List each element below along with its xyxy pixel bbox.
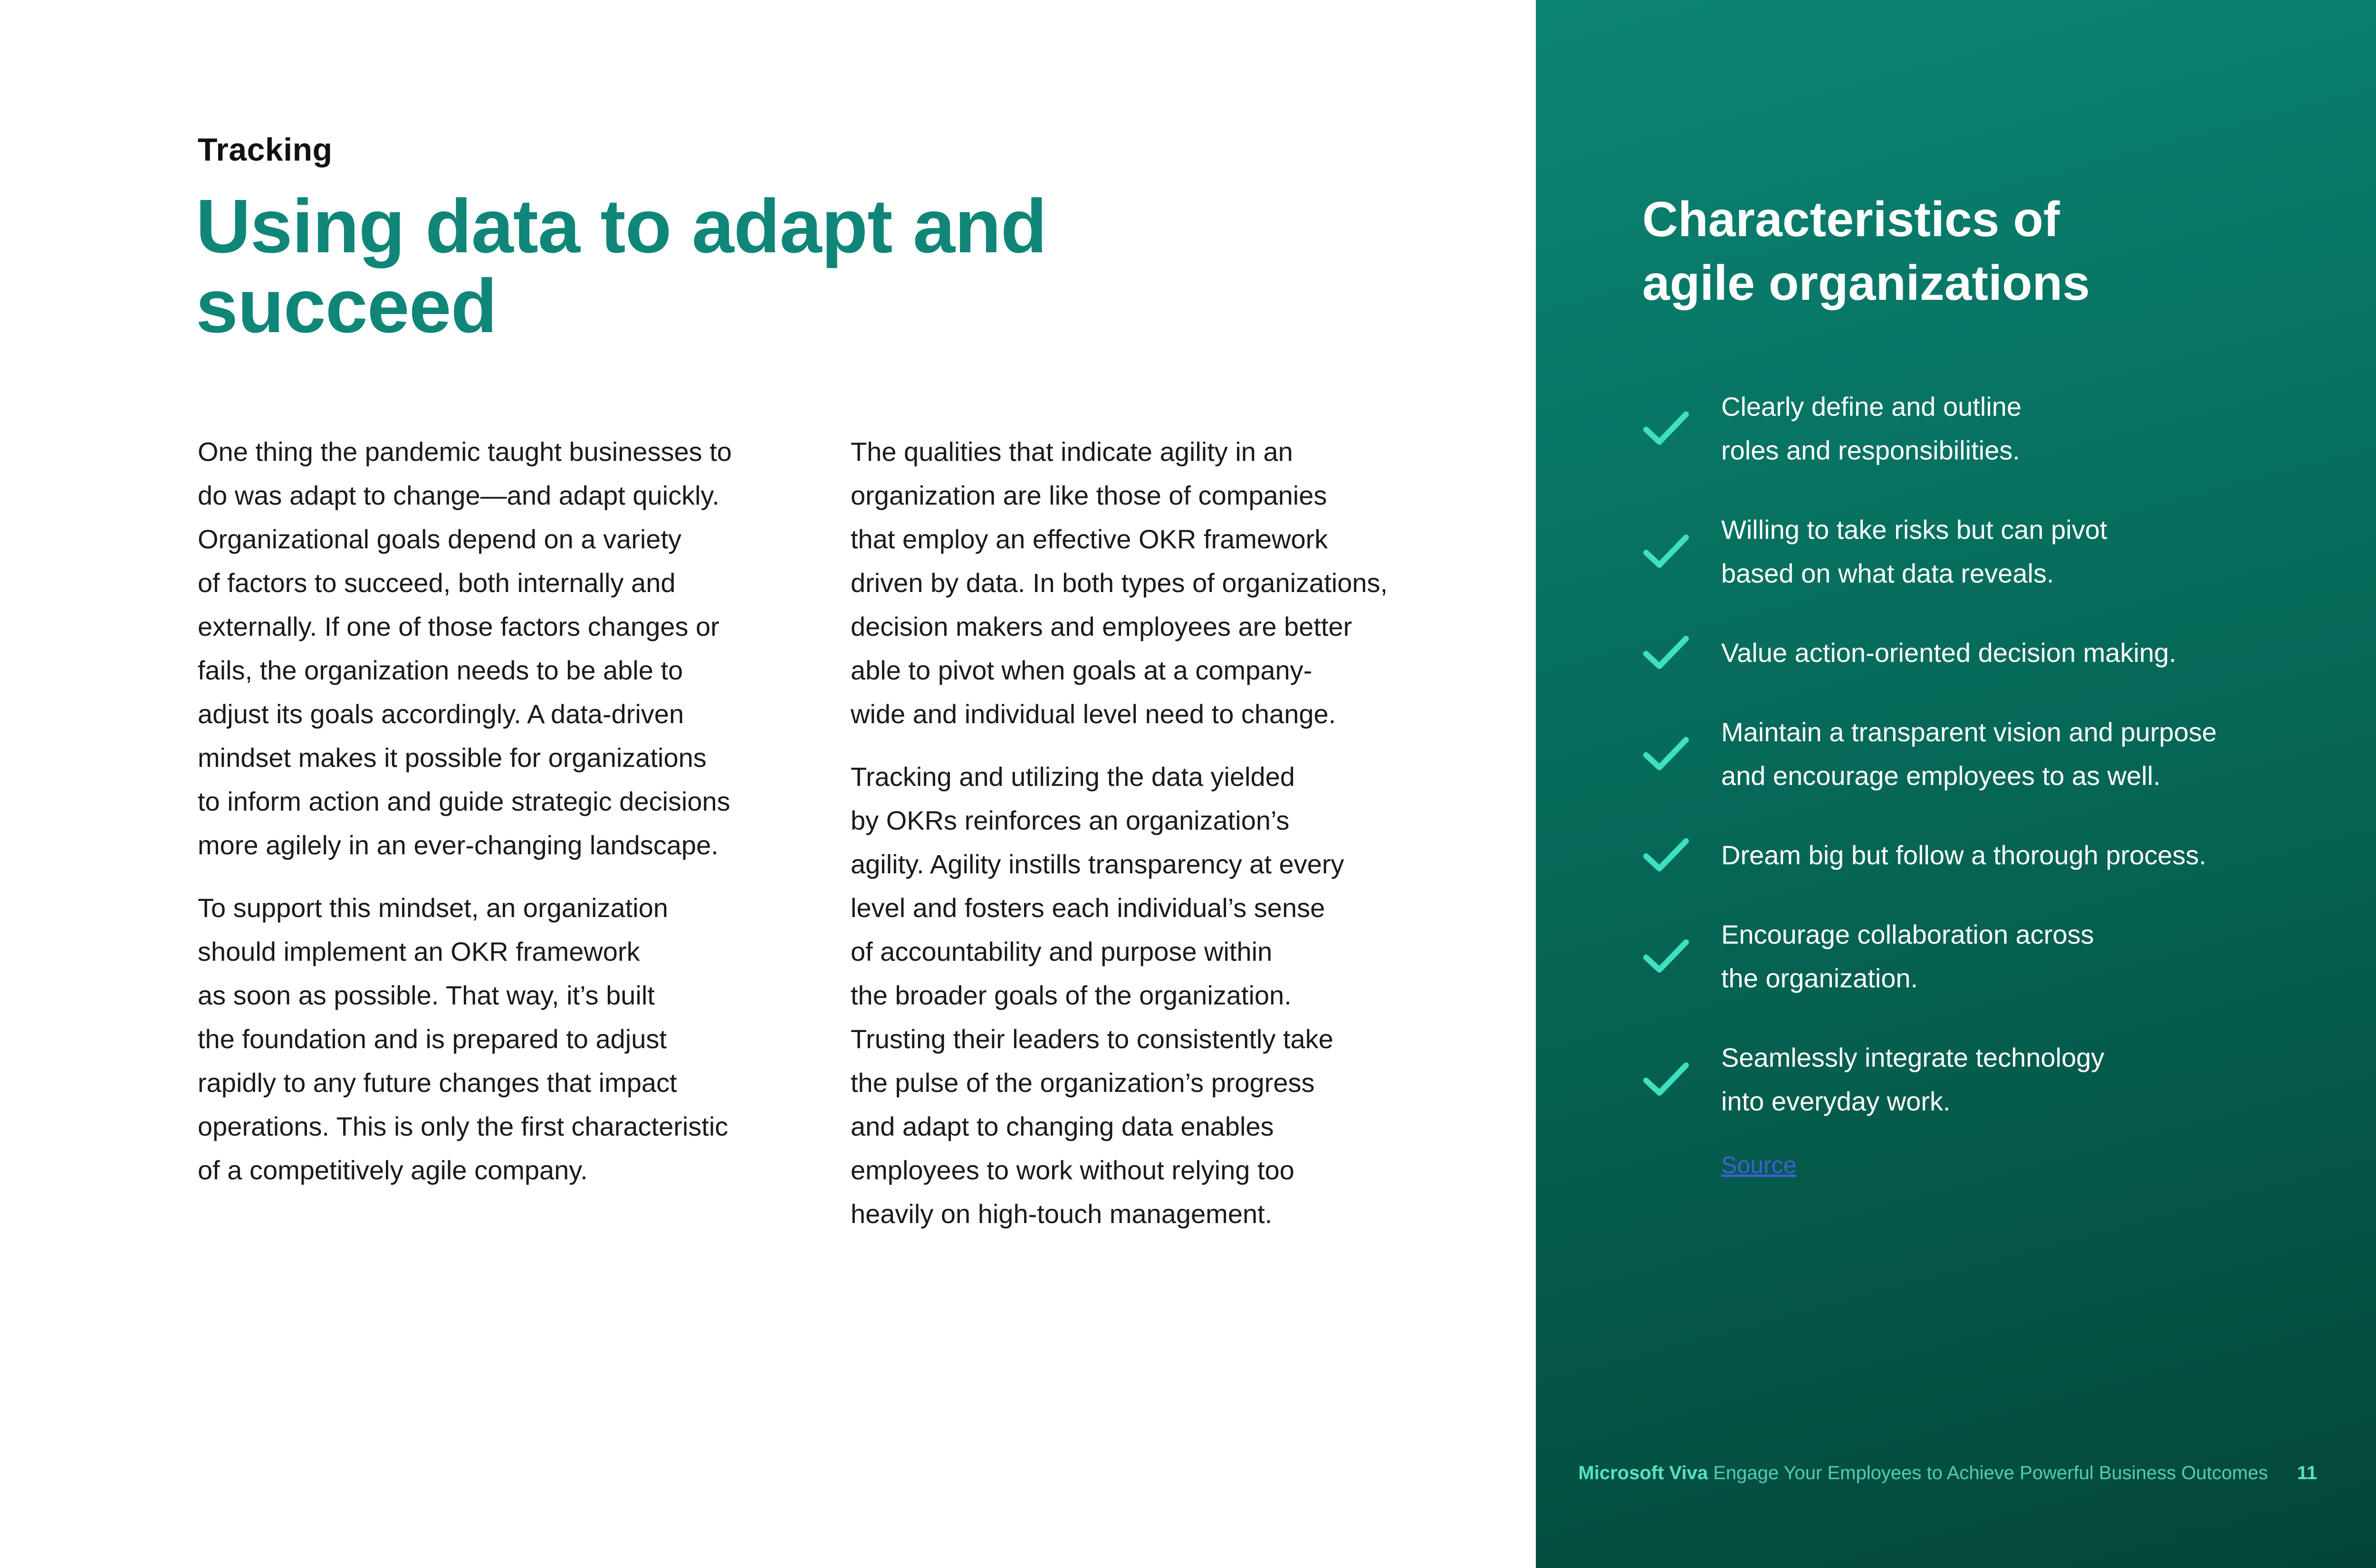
list-item: [1642, 913, 2376, 1000]
panel-title: Characteristics of agile organizations: [1642, 192, 2090, 311]
body-column-left: [198, 430, 787, 1211]
list-item-text: Maintain a transparent vision and purpose and encourage employees to as well.: [1721, 717, 2217, 791]
page-headline: Using data to adapt and succeed: [196, 183, 1047, 348]
checkmark-icon: [1642, 533, 1690, 571]
list-item: [1642, 1036, 2376, 1123]
paragraph: To support this mindset, an organization should implement an OKR framework as soon as possible. That way, it’s built the foundation and is prepared to adjust rapidly to any future changes that impact operations. This is only the first characteristic of a competitively agile company.: [198, 893, 728, 1185]
page-number: 11: [2297, 1463, 2317, 1483]
list-item-text: Willing to take risks but can pivot based on what data reveals.: [1721, 515, 2108, 588]
paragraph: Tracking and utilizing the data yielded by OKRs reinforces an organization’s agility. Agility instills transparency at every level and fosters each individual’s sense of accountability and purpose within the broader goals of the organization. Trusting their leaders to consistently take the pulse of the organization’s progress and adapt to changing data enables employees to work without relying too heavily on high-touch management.: [851, 762, 1344, 1229]
page-footer: [0, 1463, 2317, 1484]
list-item: [1642, 710, 2376, 798]
source-link[interactable]: Source: [1721, 1152, 1797, 1178]
checkmark-icon: [1642, 1061, 1690, 1099]
list-item: [1642, 385, 2376, 472]
footer-doc-title: Engage Your Employees to Achieve Powerful Business Outcomes: [1713, 1463, 2268, 1483]
list-item-text: Clearly define and outline roles and responsibilities.: [1721, 392, 2022, 465]
checkmark-icon: [1642, 410, 1690, 448]
characteristics-list: [1642, 385, 2376, 1159]
paragraph: The qualities that indicate agility in an organization are like those of companies that employ an effective OKR framework driven by data. In both types of organizations, decision makers and employees are better able to pivot when goals at a company- wide and individual level need to change.: [851, 437, 1388, 729]
checkmark-icon: [1642, 735, 1690, 773]
list-item: [1642, 631, 2376, 675]
checkmark-icon: [1642, 937, 1690, 975]
section-eyebrow: Tracking: [198, 132, 333, 168]
characteristics-panel: [1536, 0, 2376, 1568]
list-item-text: Value action-oriented decision making.: [1721, 638, 2176, 668]
list-item: [1642, 508, 2376, 595]
footer-brand: Microsoft Viva: [1578, 1463, 1708, 1483]
list-item-text: Dream big but follow a thorough process.: [1721, 840, 2206, 870]
list-item-text: Encourage collaboration across the organization.: [1721, 919, 2094, 993]
list-item-text: Seamlessly integrate technology into everyday work.: [1721, 1042, 2105, 1116]
checkmark-icon: [1642, 836, 1690, 874]
list-item: [1642, 833, 2376, 877]
checkmark-icon: [1642, 634, 1690, 672]
paragraph: One thing the pandemic taught businesses to do was adapt to change—and adapt quickly. Organizational goals depend on a variety of factors to succeed, both internally and externally. If one of those factors changes or fails, the organization needs to be able to adjust its goals accordingly. A data-driven mindset makes it possible for organizations to inform action and guide strategic decisions more agilely in an ever-changing landscape.: [198, 437, 732, 860]
body-column-right: [851, 430, 1440, 1255]
